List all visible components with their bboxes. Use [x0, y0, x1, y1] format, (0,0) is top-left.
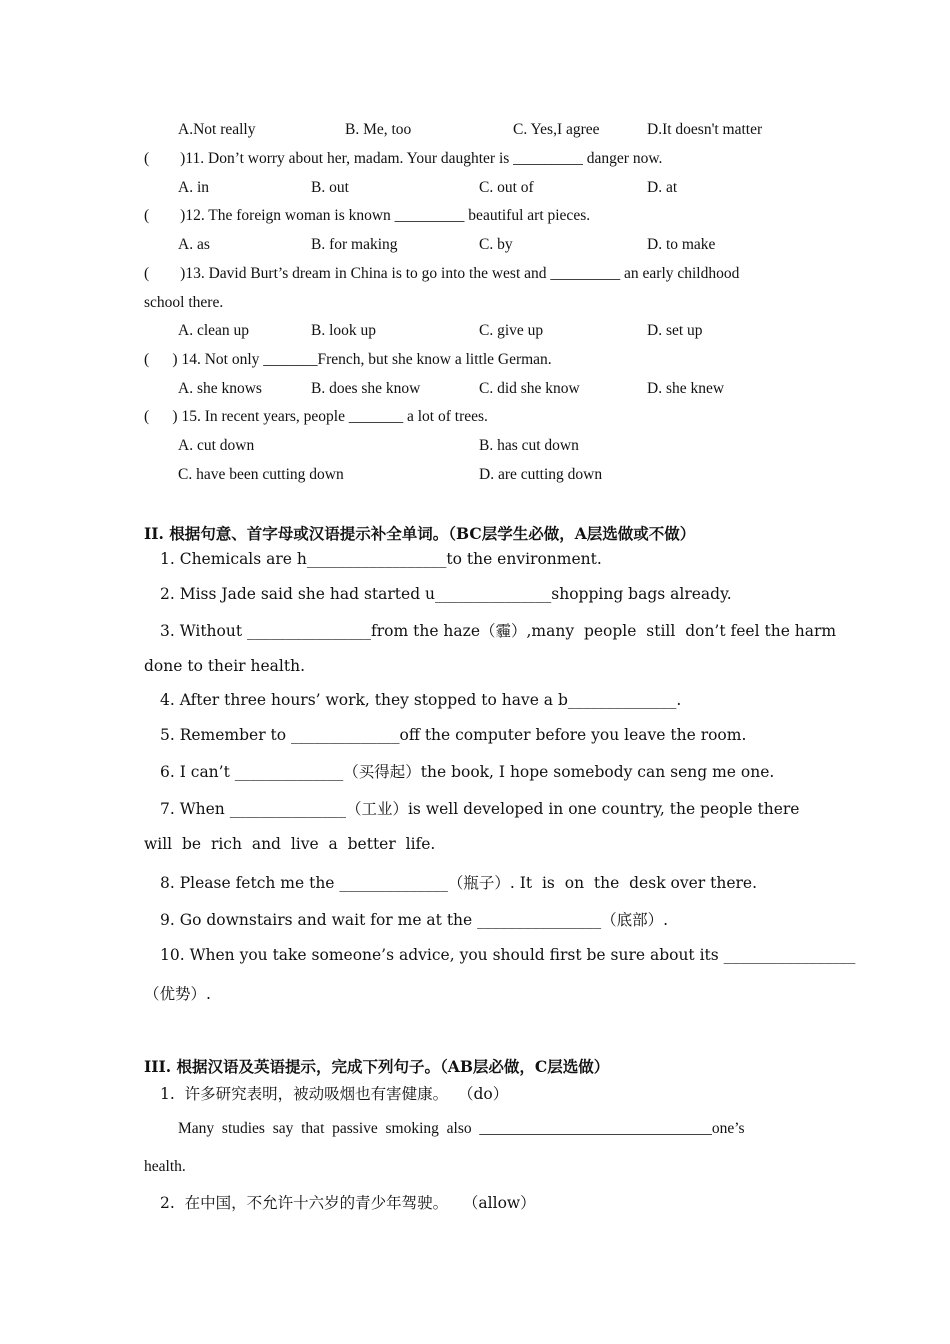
fill-item-1: 1. Chemicals are h__________________to the environment. [160, 550, 602, 568]
translate-item-1-continued: health. [144, 1158, 186, 1175]
translate-item-1-english: Many studies say that passive smoking also ______________________________one’s [178, 1120, 745, 1137]
q15-stem: ( ) 15. In recent years, people _______ a lot of trees. [144, 408, 488, 425]
q10-option-d: D.It doesn't matter [647, 121, 763, 138]
q13-stem-continued: school there. [144, 294, 224, 311]
fill-item-9: 9. Go downstairs and wait for me at the ________________（底部）. [160, 911, 669, 929]
fill-item-10-continued: （优势）. [144, 985, 211, 1003]
q10-option-a: A.Not really [178, 121, 256, 138]
q14-option-a: A. she knows [178, 380, 262, 397]
section-2-heading: II. 根据句意、首字母或汉语提示补全单词。（BC层学生必做，A层选做或不做） [144, 524, 696, 543]
q11-option-c: C. out of [479, 179, 534, 196]
q12-option-d: D. to make [647, 236, 716, 253]
q10-option-c: C. Yes,I agree [513, 121, 600, 138]
q11-option-d: D. at [647, 179, 678, 196]
fill-item-7: 7. When _______________（工业）is well developed in one country, the people there [160, 800, 800, 818]
fill-item-10: 10. When you take someone’s advice, you should first be sure about its _________________ [160, 946, 856, 964]
q15-option-b: B. has cut down [479, 437, 579, 454]
fill-item-3: 3. Without ________________from the haze（霾）,many people still don’t feel the harm [160, 622, 837, 640]
q10-option-b: B. Me, too [345, 121, 412, 138]
translate-item-1-chinese: 1. 许多研究表明，被动吸烟也有害健康。 （do） [160, 1085, 509, 1103]
q13-stem: ( )13. David Burt’s dream in China is to go into the west and _________ an early childhood [144, 265, 740, 282]
q15-option-c: C. have been cutting down [178, 466, 344, 483]
q15-option-d: D. are cutting down [479, 466, 603, 483]
q12-option-c: C. by [479, 236, 513, 253]
q13-option-c: C. give up [479, 322, 544, 339]
fill-item-6: 6. I can’t ______________（买得起）the book, I hope somebody can seng me one. [160, 763, 775, 781]
q11-option-b: B. out [311, 179, 349, 196]
q11-stem: ( )11. Don’t worry about her, madam. Your daughter is _________ danger now. [144, 150, 663, 167]
fill-item-3-continued: done to their health. [144, 657, 305, 675]
fill-item-7-continued: will be rich and live a better life. [144, 835, 436, 853]
q12-option-a: A. as [178, 236, 210, 253]
q13-option-a: A. clean up [178, 322, 250, 339]
q14-option-c: C. did she know [479, 380, 580, 397]
q14-option-b: B. does she know [311, 380, 421, 397]
fill-item-5: 5. Remember to ______________off the computer before you leave the room. [160, 726, 747, 744]
q13-option-b: B. look up [311, 322, 377, 339]
section-3-heading: III. 根据汉语及英语提示，完成下列句子。（AB层必做，C层选做） [144, 1057, 610, 1076]
q15-option-a: A. cut down [178, 437, 255, 454]
translate-item-2-chinese: 2. 在中国，不允许十六岁的青少年驾驶。 （allow） [160, 1194, 536, 1212]
q14-stem: ( ) 14. Not only _______French, but she know a little German. [144, 351, 552, 368]
fill-item-8: 8. Please fetch me the ______________（瓶子）. It is on the desk over there. [160, 874, 758, 892]
q12-option-b: B. for making [311, 236, 398, 253]
q11-option-a: A. in [178, 179, 209, 196]
q13-option-d: D. set up [647, 322, 703, 339]
q12-stem: ( )12. The foreign woman is known _________ beautiful art pieces. [144, 207, 591, 224]
fill-item-4: 4. After three hours’ work, they stopped to have a b______________. [160, 691, 682, 709]
q14-option-d: D. she knew [647, 380, 725, 397]
fill-item-2: 2. Miss Jade said she had started u_______________shopping bags already. [160, 585, 732, 603]
